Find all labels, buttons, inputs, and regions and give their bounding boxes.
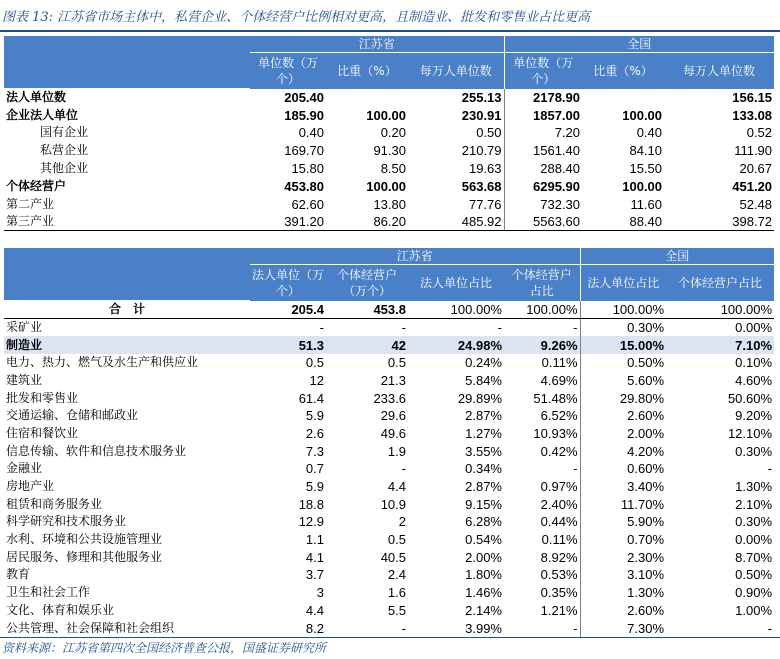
table-cell: - <box>401 620 406 636</box>
row-label: 信息传输、软件和信息技术服务业 <box>6 443 187 458</box>
table-cell: 100.00 <box>622 107 663 123</box>
table-cell: - <box>573 620 578 636</box>
table-cell: 0.5 <box>305 355 324 371</box>
table-cell: 4.4 <box>305 602 324 618</box>
table-cell: 2.60% <box>580 602 666 620</box>
table-cell: 51.48% <box>533 390 578 406</box>
group-header-national: 全国 <box>580 248 774 265</box>
table-cell: 100.00 <box>366 178 406 194</box>
group-header-jiangsu: 江苏省 <box>250 36 504 53</box>
table-cell: 2 <box>398 514 406 530</box>
table-row <box>4 602 774 620</box>
table-cell: 11.70% <box>580 495 666 513</box>
table-cell: 0.20 <box>380 125 406 141</box>
row-label: 企业法人单位 <box>6 107 79 122</box>
table-cell: 4.20% <box>580 442 666 460</box>
table-cell: 1.00% <box>735 602 773 618</box>
table-cell: 10.93% <box>533 425 578 441</box>
table-cell: 7.20 <box>504 124 582 142</box>
column-header: 单位数（万个） <box>504 53 582 89</box>
table-cell: 563.68 <box>461 178 502 194</box>
column-header: 比重（%） <box>326 53 408 89</box>
row-label: 居民服务、修理和其他服务业 <box>6 549 163 564</box>
table-cell: 5.60% <box>580 372 666 390</box>
table-row <box>4 425 774 443</box>
column-header: 每万人单位数 <box>408 53 504 89</box>
row-label: 房地产业 <box>6 479 55 494</box>
column-header: 法人单位占比 <box>580 265 666 301</box>
table-cell: 100.00 <box>366 107 406 123</box>
table-cell: 3.40% <box>580 478 666 496</box>
row-label: 文化、体育和娱乐业 <box>6 602 115 617</box>
table-cell: 6295.90 <box>504 177 582 195</box>
row-label: 教育 <box>6 567 31 582</box>
table-cell: 2.30% <box>580 548 666 566</box>
table-cell: 29.80% <box>580 389 666 407</box>
table-cell: 451.20 <box>732 178 773 194</box>
table-cell: 0.50% <box>580 354 666 372</box>
table-row <box>4 142 774 160</box>
table-row <box>4 336 774 354</box>
table-cell: 0.42% <box>540 443 578 459</box>
table-cell: - <box>573 461 578 477</box>
table-cell: - <box>767 461 773 477</box>
row-label: 个体经营户 <box>6 178 67 193</box>
source-divider <box>0 637 780 638</box>
table-cell: 3.55% <box>465 443 502 459</box>
table-cell: 29.6 <box>380 408 406 424</box>
table-cell: 42 <box>326 336 408 354</box>
table-cell: 1.27% <box>465 425 502 441</box>
table-row <box>4 195 774 213</box>
table-cell: 100.00% <box>504 301 580 319</box>
table-cell: 12.10% <box>727 425 773 441</box>
table-cell: 169.70 <box>284 143 324 159</box>
table-cell: 5.5 <box>387 602 406 618</box>
table-row <box>4 531 774 549</box>
table-cell: 0.00% <box>735 320 773 336</box>
table-cell: 4.60% <box>735 372 773 388</box>
row-label: 制造业 <box>4 336 250 354</box>
table-cell: 2.60% <box>580 407 666 425</box>
table-row <box>4 495 774 513</box>
table-cell: - <box>401 320 406 336</box>
table-cell: 5.90% <box>580 513 666 531</box>
table-cell: 732.30 <box>504 195 582 213</box>
row-label: 住宿和餐饮业 <box>6 425 79 440</box>
table-cell: 3.7 <box>305 567 324 583</box>
table-cell: 205.40 <box>284 89 324 105</box>
column-header: 个体经营户（万个） <box>326 265 408 301</box>
table-body <box>4 89 774 231</box>
table-cell: 50.60% <box>727 390 773 406</box>
table-cell: 233.6 <box>373 390 406 406</box>
group-header-national: 全国 <box>504 36 774 53</box>
row-label: 交通运输、仓储和邮政业 <box>6 408 139 423</box>
table-cell: 2.40% <box>540 496 578 512</box>
table-cell: 77.76 <box>468 196 502 212</box>
table-cell: 18.8 <box>298 496 324 512</box>
table-cell: 40.5 <box>380 549 406 565</box>
market-entity-table <box>4 36 774 231</box>
table-cell: 398.72 <box>664 213 774 231</box>
table-cell: 86.20 <box>326 213 408 231</box>
table-cell: 100.00 <box>622 178 663 194</box>
table-row <box>4 160 774 178</box>
table-cell: 288.40 <box>504 160 582 178</box>
table-row <box>4 584 774 602</box>
row-label: 法人单位数 <box>6 90 67 105</box>
table-body <box>4 301 774 637</box>
table-cell: 453.80 <box>284 178 324 194</box>
table-cell: 84.10 <box>629 143 663 159</box>
table-cell: 0.5 <box>387 532 406 548</box>
table-cell: 2.14% <box>465 602 502 618</box>
table-cell: - <box>319 320 324 336</box>
table-cell: 15.50 <box>629 161 663 177</box>
table-cell: 8.2 <box>305 620 324 636</box>
table-cell: 111.90 <box>734 143 773 159</box>
table-cell: 88.40 <box>582 213 664 231</box>
table-cell: 2.10% <box>735 496 773 512</box>
table-cell: 9.26% <box>504 336 580 354</box>
table-cell: 1.30% <box>735 479 773 495</box>
row-label: 第二产业 <box>6 196 55 211</box>
table-cell: 2.87% <box>465 479 502 495</box>
table-cell: 0.5 <box>387 355 406 371</box>
table-cell: 0.34% <box>465 461 502 477</box>
table-row <box>4 319 774 337</box>
table-cell: 1.30% <box>580 584 666 602</box>
row-label: 私营企业 <box>40 143 89 158</box>
title-divider <box>0 30 780 32</box>
group-header-jiangsu: 江苏省 <box>250 248 580 265</box>
table-cell: 4.4 <box>387 479 406 495</box>
table-cell: 0.40 <box>298 125 324 141</box>
table-cell: 0.10% <box>735 355 773 371</box>
table-row <box>4 89 774 107</box>
table-cell: 5.9 <box>305 479 324 495</box>
table-cell <box>582 89 664 107</box>
table-cell: - <box>767 620 773 636</box>
table-cell: 210.79 <box>461 143 502 159</box>
row-label: 其他企业 <box>40 161 89 176</box>
table-cell: 0.90% <box>735 585 773 601</box>
column-header: 每万人单位数 <box>664 53 774 89</box>
table-cell: 1.46% <box>465 585 502 601</box>
row-label: 国有企业 <box>40 125 89 140</box>
row-label: 科学研究和技术服务业 <box>6 514 127 529</box>
table-row <box>4 513 774 531</box>
table-cell: 61.4 <box>298 390 324 406</box>
table-cell: 0.70% <box>580 531 666 549</box>
table-cell: - <box>573 320 578 336</box>
table-row <box>4 124 774 142</box>
table-cell: 0.50% <box>735 567 773 583</box>
table-cell: 0.52 <box>746 125 773 141</box>
table-cell: 0.35% <box>540 585 578 601</box>
table-cell <box>326 89 408 107</box>
table-cell: 10.9 <box>380 496 406 512</box>
table-cell: 0.97% <box>540 479 578 495</box>
table-cell: 15.80 <box>291 161 324 177</box>
table-row <box>4 354 774 372</box>
table-cell: 51.3 <box>250 336 326 354</box>
table-cell: 2.6 <box>305 425 324 441</box>
total-row <box>4 301 774 319</box>
table-cell: 7.3 <box>305 443 324 459</box>
table-cell: 24.98% <box>408 336 504 354</box>
table-cell: 0.7 <box>305 461 324 477</box>
table-cell: 0.11% <box>541 355 578 371</box>
table-cell: 12.9 <box>298 514 324 530</box>
table-cell: 0.53% <box>540 567 578 583</box>
table-cell: 9.15% <box>465 496 502 512</box>
table-cell: 15.00% <box>580 336 666 354</box>
table-cell: 485.92 <box>408 213 504 231</box>
table-cell: 0.00% <box>735 532 773 548</box>
table-cell: 0.24% <box>465 355 502 371</box>
source-note: 资料来源：江苏省第四次全国经济普查公报，国盛证券研究所 <box>2 641 327 655</box>
table-row <box>4 460 774 478</box>
table-row <box>4 372 774 390</box>
table-cell: 1.21% <box>540 602 578 618</box>
table-row <box>4 213 774 231</box>
table-cell: 1.6 <box>387 585 406 601</box>
table-cell: 21.3 <box>380 372 406 388</box>
table-cell: 0.54% <box>465 532 502 548</box>
table-cell: 185.90 <box>284 107 324 123</box>
table-cell: 4.1 <box>305 549 324 565</box>
table-cell: 0.30% <box>735 514 773 530</box>
table-row <box>4 442 774 460</box>
column-header: 单位数（万个） <box>250 53 326 89</box>
table-row <box>4 548 774 566</box>
table-row <box>4 389 774 407</box>
table-cell: 2178.90 <box>504 89 582 107</box>
table-cell: 100.00% <box>408 301 504 319</box>
corner-cell <box>4 248 250 301</box>
table-cell: 0.50 <box>476 125 502 141</box>
table-cell: 5.9 <box>305 408 324 424</box>
table-cell: 20.67 <box>739 161 773 177</box>
table-cell: 49.6 <box>380 425 406 441</box>
table-cell: 8.92% <box>540 549 578 565</box>
table-cell: 62.60 <box>291 196 324 212</box>
table-cell: 255.13 <box>461 89 502 105</box>
table-cell: 6.52% <box>540 408 578 424</box>
table-cell: 11.60 <box>630 196 663 212</box>
table-cell: 2.87% <box>465 408 502 424</box>
table-cell: 1.1 <box>305 532 324 548</box>
table-cell: 156.15 <box>732 89 773 105</box>
table-cell: 1.9 <box>387 443 406 459</box>
table-cell: 0.44% <box>540 514 578 530</box>
table-row <box>4 566 774 584</box>
row-label: 电力、热力、燃气及水生产和供应业 <box>6 355 199 370</box>
table-cell: 205.4 <box>250 301 326 319</box>
table-cell: 1857.00 <box>504 106 582 124</box>
table-row <box>4 407 774 425</box>
table-cell: 5.84% <box>465 372 502 388</box>
table-cell: - <box>401 461 406 477</box>
corner-cell <box>4 36 250 89</box>
row-label: 水利、环境和公共设施管理业 <box>6 532 163 547</box>
table-cell: 2.00% <box>465 549 502 565</box>
industry-distribution-table <box>4 248 774 637</box>
table-cell: 1561.40 <box>504 142 582 160</box>
column-header: 法人单位（万个） <box>250 265 326 301</box>
figure-title: 图表 13: 江苏省市场主体中，私营企业、个体经营户比例相对更高，且制造业、批发和零售业占比更高 <box>2 10 591 25</box>
table-cell: 3 <box>316 585 324 601</box>
table-cell: 12 <box>309 372 324 388</box>
table-cell: 100.00% <box>580 301 666 319</box>
row-label: 批发和零售业 <box>6 390 79 405</box>
table-cell: 13.80 <box>373 196 406 212</box>
table-cell: 230.91 <box>461 107 502 123</box>
table-row <box>4 177 774 195</box>
table-cell: 7.30% <box>580 619 666 637</box>
row-label: 采矿业 <box>6 320 43 335</box>
row-label: 金融业 <box>6 461 43 476</box>
table-cell: 3.99% <box>465 620 502 636</box>
table-row <box>4 619 774 637</box>
row-label: 建筑业 <box>6 372 43 387</box>
table-cell: 4.69% <box>540 372 578 388</box>
column-header: 法人单位占比 <box>408 265 504 301</box>
table-cell: 19.63 <box>468 161 502 177</box>
table-cell: 29.89% <box>457 390 502 406</box>
table-cell: 91.30 <box>373 143 406 159</box>
table-cell: 0.30% <box>580 319 666 337</box>
column-header: 比重（%） <box>582 53 664 89</box>
table-cell: 52.48 <box>739 196 773 212</box>
table-cell: 133.08 <box>732 107 773 123</box>
table-cell: 100.00% <box>666 301 774 319</box>
table-cell: 453.8 <box>326 301 408 319</box>
table-cell: 7.10% <box>666 336 774 354</box>
table-cell: 0.60% <box>580 460 666 478</box>
table-cell: 391.20 <box>250 213 326 231</box>
table-cell: 3.10% <box>580 566 666 584</box>
table-cell: - <box>497 320 502 336</box>
column-header: 个体经营户占比 <box>504 265 580 301</box>
table-cell: 2.00% <box>580 425 666 443</box>
row-label: 公共管理、社会保障和社会组织 <box>6 620 175 635</box>
table-cell: 0.40 <box>636 125 663 141</box>
row-label: 租赁和商务服务业 <box>6 496 103 511</box>
table-cell: 1.80% <box>465 567 502 583</box>
table-cell: 0.30% <box>735 443 773 459</box>
table-row <box>4 106 774 124</box>
table-row <box>4 478 774 496</box>
table-cell: 8.50 <box>380 161 406 177</box>
row-label: 合 计 <box>4 301 250 319</box>
column-header: 个体经营户占比 <box>666 265 774 301</box>
row-label: 卫生和社会工作 <box>6 585 91 600</box>
row-label: 第三产业 <box>4 213 250 231</box>
table-cell: 9.20% <box>735 408 773 424</box>
table-cell: 0.11% <box>541 532 578 548</box>
table-cell: 8.70% <box>735 549 773 565</box>
table-cell: 5563.60 <box>504 213 582 231</box>
table-cell: 2.4 <box>387 567 406 583</box>
table-cell: 6.28% <box>465 514 502 530</box>
